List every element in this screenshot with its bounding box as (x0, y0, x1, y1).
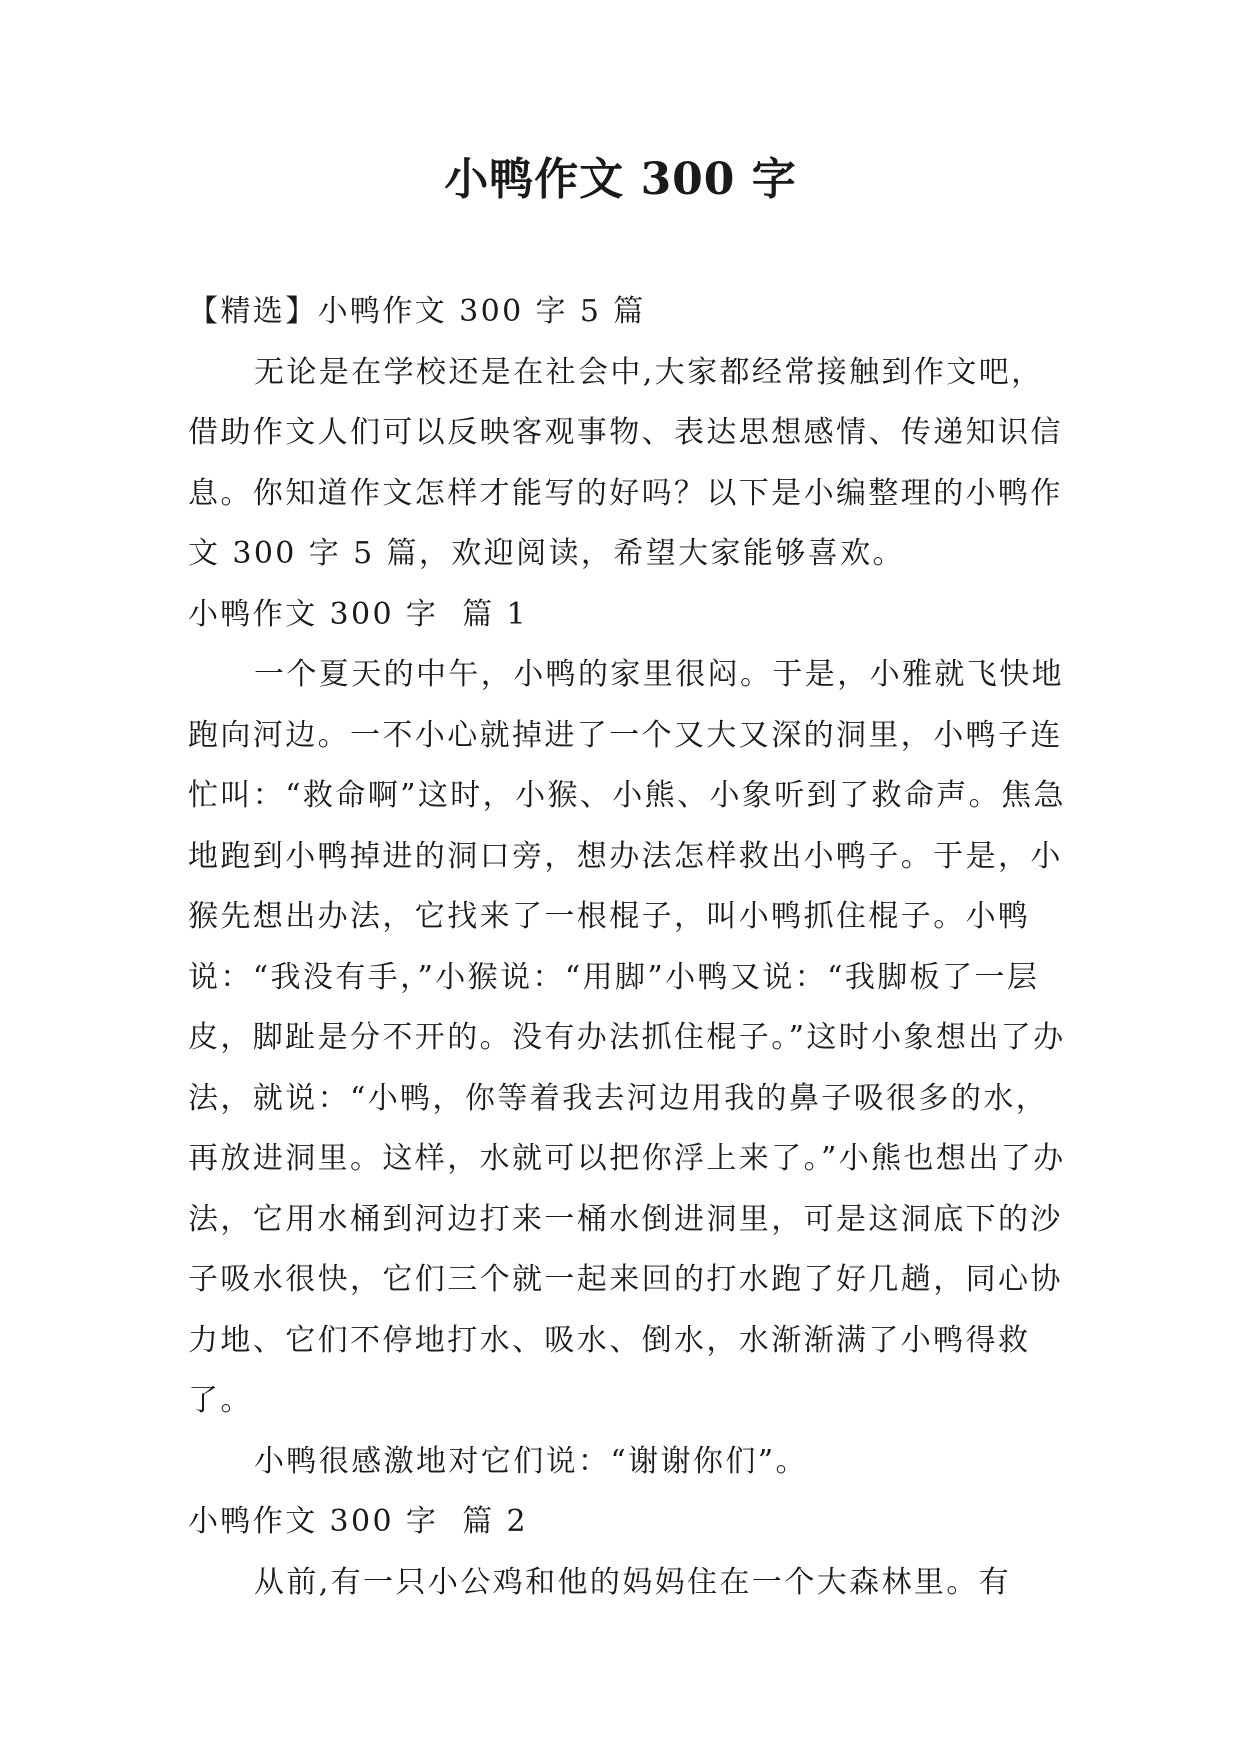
section-paragraph: 一个夏天的中午，小鸭的家里很闷。于是，小雅就飞快地跑向河边。一不小心就掉进了一个又大又深的洞里，小鸭子连忙叫：“救命啊”这时，小猴、小熊、小象听到了救命声。焦急地跑到小鸭掉进的洞口旁，想办法怎样救出小鸭子。于是，小猴先想出办法，它找来了一根棍子，叫小鸭抓住棍子。小鸭说：“我没有手，”小猴说：“用脚”小鸭又说：“我脚板了一层皮，脚趾是分不开的。没有办法抓住棍子。”这时小象想出了办法，就说：“小鸭，你等着我去河边用我的鼻子吸很多的水，再放进洞里。这样，水就可以把你浮上来了。”小熊也想出了办法，它用水桶到河边打来一桶水倒进洞里，可是这洞底下的沙子吸水很快，它们三个就一起来回的打水跑了好几趟，同心协力地、它们不停地打水、吸水、倒水，水渐渐满了小鸭得救了。 (188, 657, 1066, 1418)
section-paragraph: 小鸭很感激地对它们说：“谢谢你们”。 (254, 1443, 808, 1479)
document-title: 小鸭作文 300 字 (444, 154, 797, 205)
section-paragraph: 从前,有一只小公鸡和他的妈妈住在一个大森林里。有 (254, 1564, 1012, 1600)
document-subtitle: 【精选】小鸭作文 300 字 5 篇 (188, 294, 646, 329)
intro-paragraph: 无论是在学校还是在社会中,大家都经常接触到作文吧，借助作文人们可以反映客观事物、表达思想感情、传递知识信息。你知道作文怎样才能写的好吗？以下是小编整理的小鸭作文 300 字 5 篇，欢迎阅读，希望大家能够喜欢。 (188, 354, 1063, 571)
section-heading: 小鸭作文 300 字 篇 2 (188, 1504, 529, 1539)
section-heading: 小鸭作文 300 字 篇 1 (188, 596, 529, 632)
document-body (188, 282, 1068, 1613)
